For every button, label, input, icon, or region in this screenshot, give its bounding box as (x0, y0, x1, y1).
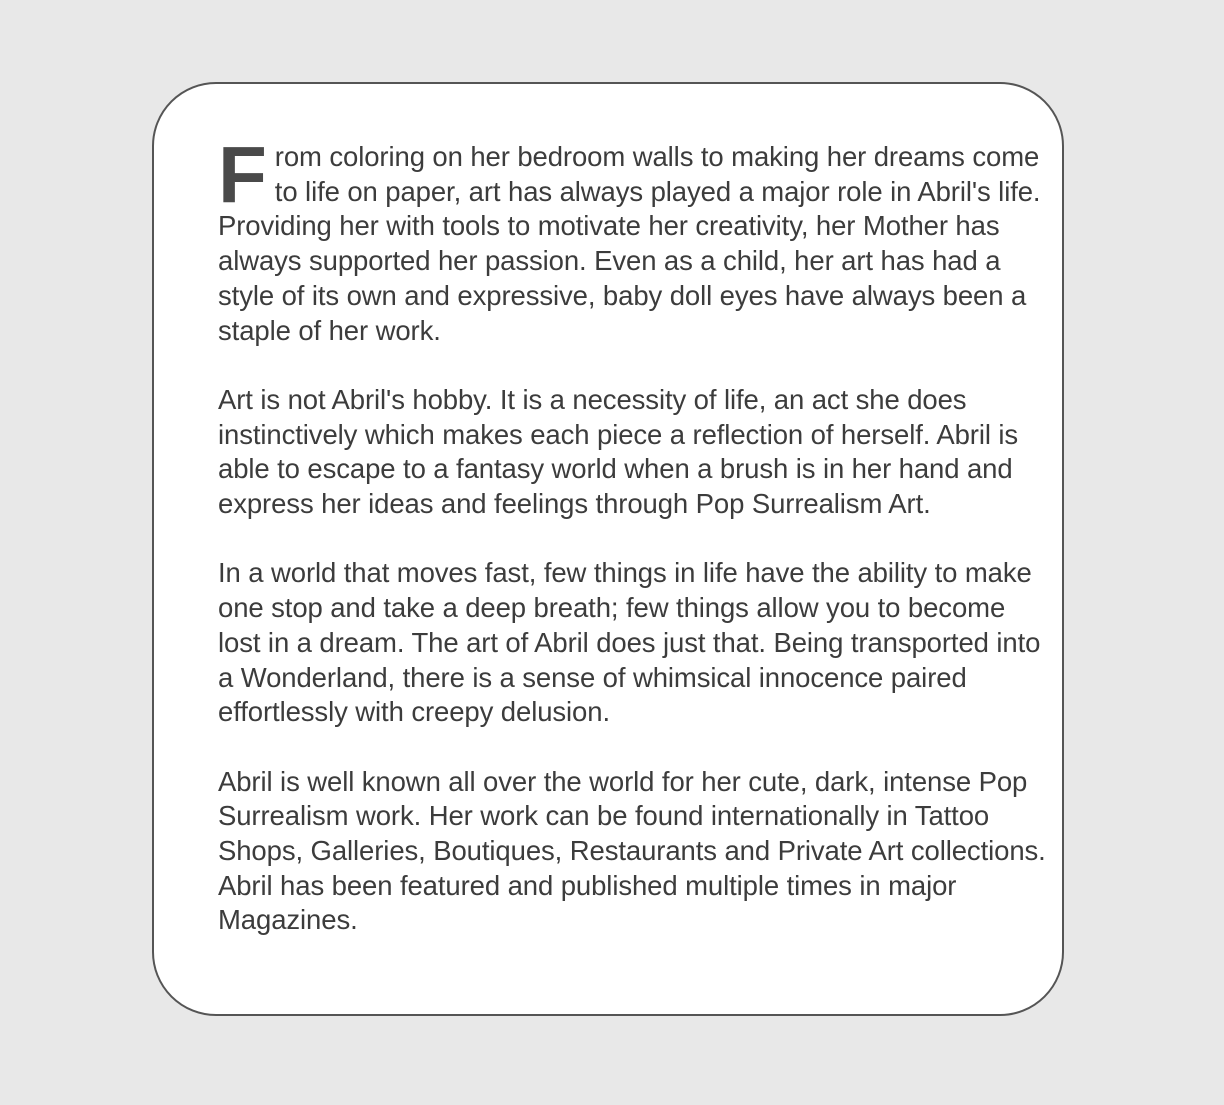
drop-cap: F (218, 130, 267, 219)
bio-paragraph-intro (218, 130, 1048, 348)
bio-paragraph-2: Art is not Abril's hobby. It is a necessity of life, an act she does instinctively which makes each piece a reflection of herself. Abril is able to escape to a fantasy world when a brush is in her hand and express her ideas and feelings through Pop Surrealism Art. (218, 383, 1019, 520)
bio-text (218, 130, 1048, 938)
bio-card (152, 82, 1064, 1016)
intro-text: rom coloring on her bedroom walls to making her dreams come to life on paper, art has always played a major role in Abril's life. Providing her with tools to motivate her creativity, her Mother has always supported her passion. Even as a child, her art has had a style of its own and expressive, baby doll eyes have always been a staple of her work. (218, 141, 1041, 346)
bio-paragraph-3: In a world that moves fast, few things in life have the ability to make one stop and take a deep breath; few things allow you to become lost in a dream. The art of Abril does just that. Being transported into a Wonderland, there is a sense of whimsical innocence paired effortlessly with creepy delusion. (218, 557, 1041, 728)
bio-paragraph-4: Abril is well known all over the world for her cute, dark, intense Pop Surrealism work. Her work can be found internationally in Tattoo Shops, Galleries, Boutiques, Restaurants and Private Art collections. Abril has been featured and published multiple times in major Magazines. (218, 765, 1046, 936)
